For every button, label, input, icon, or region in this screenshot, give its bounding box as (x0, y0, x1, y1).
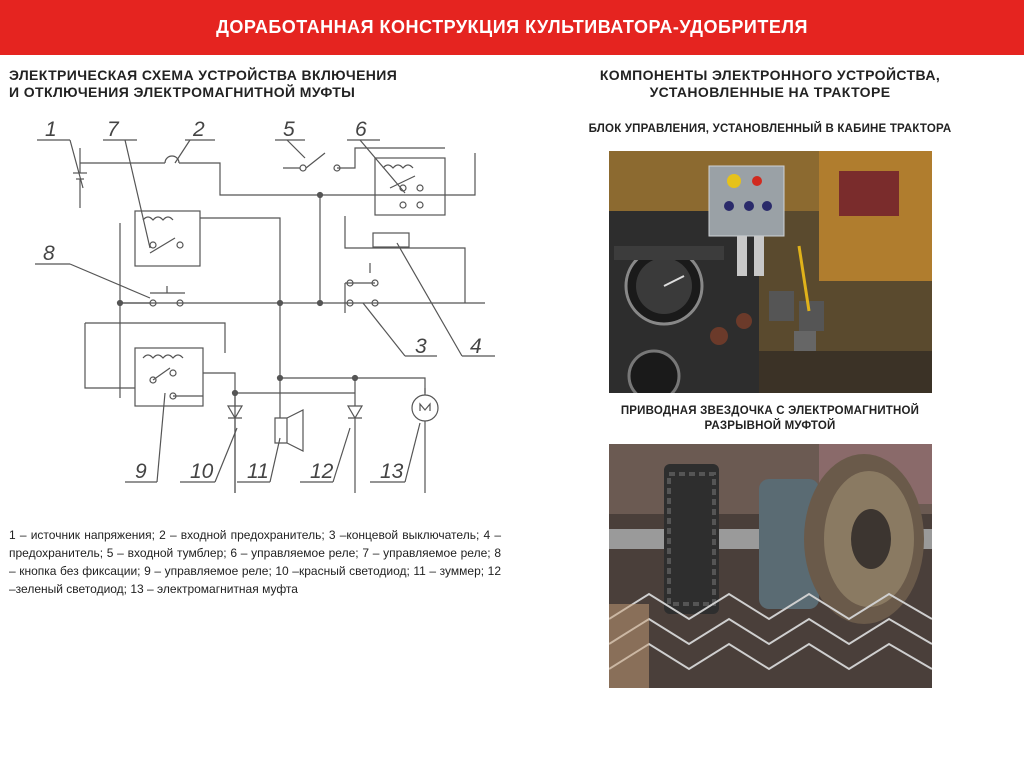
components-section-title (540, 67, 1000, 101)
clutch-caption-line-1: ПРИВОДНАЯ ЗВЕЗДОЧКА С ЭЛЕКТРОМАГНИТНОЙ (620, 405, 920, 417)
label-13: 13 (380, 460, 404, 483)
clutch-caption (540, 404, 1000, 434)
label-12: 12 (310, 460, 334, 483)
label-6: 6 (355, 118, 367, 141)
clutch-sprocket-photo (609, 444, 932, 688)
components-title-line-2: УСТАНОВЛЕННЫЕ НА ТРАКТОРЕ (649, 84, 891, 100)
control-unit-photo (609, 151, 932, 393)
page-title: ДОРАБОТАННАЯ КОНСТРУКЦИЯ КУЛЬТИВАТОРА-УДОБРИТЕЛЯ (216, 17, 808, 37)
components-title-line-1: КОМПОНЕНТЫ ЭЛЕКТРОННОГО УСТРОЙСТВА, (599, 67, 941, 83)
label-8: 8 (43, 242, 55, 265)
header-bar (0, 0, 1024, 55)
label-4: 4 (470, 335, 482, 358)
clutch-caption-line-2: РАЗРЫВНОЙ МУФТОЙ (704, 420, 836, 432)
label-5: 5 (283, 118, 295, 141)
schematic-legend: 1 – источник напряжения; 2 – входной предохранитель; 3 –концевой выключатель; 4 – предохранитель; 5 – входной тумблер; 6 – управляемое реле; 7 – управляемое реле; 8 – кнопка без фиксации; 9 – управляемое реле; 10 –красный светодиод; 11 – зуммер; 12 –зеленый светодиод; 13 – электромагнитная муфта (9, 528, 501, 596)
label-2: 2 (193, 118, 205, 141)
control-unit-caption: БЛОК УПРАВЛЕНИЯ, УСТАНОВЛЕННЫЙ В КАБИНЕ ТРАКТОРА (588, 123, 952, 135)
label-1: 1 (45, 118, 57, 141)
electrical-schematic (25, 108, 515, 493)
schematic-section-title (9, 67, 499, 101)
label-11: 11 (247, 460, 269, 483)
label-10: 10 (190, 460, 214, 483)
label-9: 9 (135, 460, 147, 483)
schematic-title-line-1: ЭЛЕКТРИЧЕСКАЯ СХЕМА УСТРОЙСТВА ВКЛЮЧЕНИЯ (9, 67, 398, 83)
label-7: 7 (107, 118, 119, 141)
label-3: 3 (415, 335, 427, 358)
schematic-title-line-2: И ОТКЛЮЧЕНИЯ ЭЛЕКТРОМАГНИТНОЙ МУФТЫ (9, 84, 356, 100)
